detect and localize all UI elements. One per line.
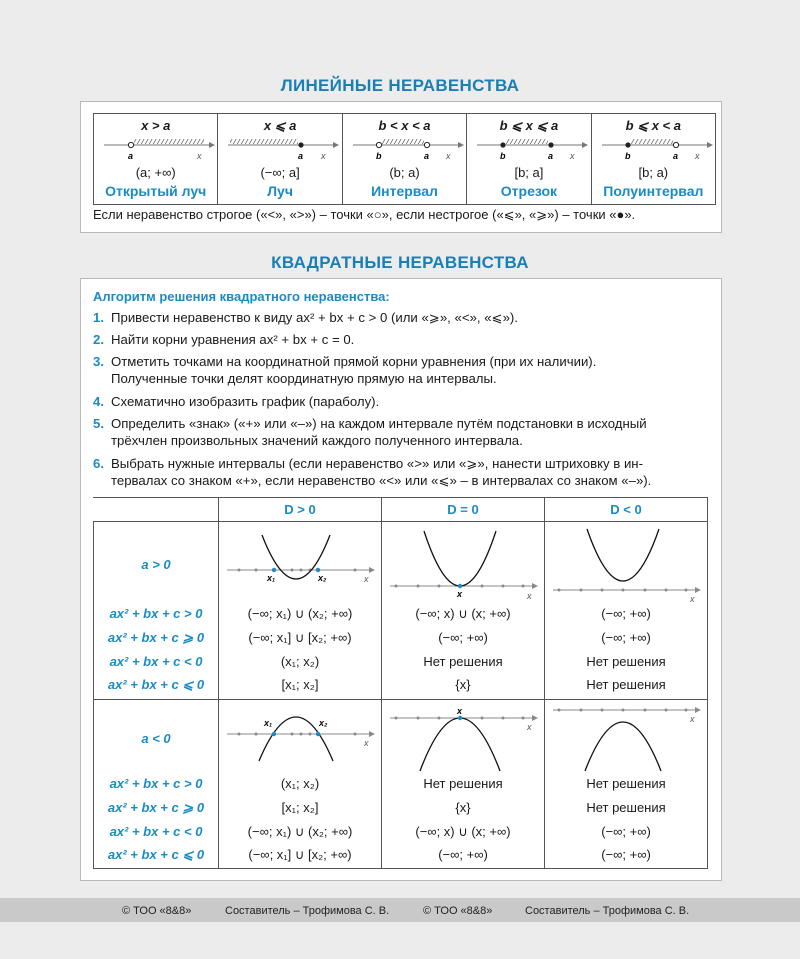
step-text: Отметить точками на координатной прямой корни уравнения (при их наличии). — [111, 354, 597, 369]
linear-interval: (b; a) — [389, 165, 420, 180]
linear-name: Открытый луч — [105, 183, 207, 199]
step-number: 5. — [93, 416, 104, 431]
row-label: ax² + bx + c < 0 — [109, 654, 203, 669]
header-d-negative: D < 0 — [610, 502, 642, 517]
row-value: {x} — [455, 677, 471, 692]
parabola-down-no-roots — [545, 703, 707, 775]
ray-diagram — [218, 134, 342, 164]
step-text: Найти корни уравнения ax² + bx + c = 0. — [111, 332, 355, 347]
row-value: Нет решения — [586, 776, 666, 791]
point-a-label: a — [548, 151, 554, 161]
root-x1-label: x₁ — [267, 573, 276, 583]
step-text: Привести неравенство к виду ax² + bx + c > 0 (или «⩾», «<», «⩽»). — [111, 310, 518, 325]
step-text-cont: тервалах со знаком «+», если неравенство «<» или «⩽» – в интервалах со знаком «–»). — [111, 473, 652, 488]
linear-name: Полуинтервал — [603, 183, 704, 199]
row-value: (−∞; x₁) ∪ (x₂; +∞) — [247, 824, 353, 839]
root-x-label: x — [457, 589, 463, 599]
row-value: (−∞; x₁] ∪ [x₂; +∞) — [248, 847, 352, 862]
parabola-down-one-root — [382, 703, 544, 775]
step-text-cont: трёхчлен произвольных значений каждого полученного интервала. — [111, 433, 523, 448]
header-d-zero: D = 0 — [447, 502, 479, 517]
root-x-label: x — [457, 706, 463, 716]
row-label: ax² + bx + c < 0 — [109, 824, 203, 839]
point-a-label: a — [298, 151, 304, 161]
row-label: ax² + bx + c > 0 — [109, 606, 203, 621]
half-interval-diagram — [592, 134, 716, 164]
row-value: (−∞; x₁) ∪ (x₂; +∞) — [247, 606, 353, 621]
linear-interval: [b; a] — [514, 165, 544, 180]
row-label: ax² + bx + c ⩾ 0 — [107, 630, 205, 645]
point-a-label: a — [672, 151, 678, 161]
row-label: ax² + bx + c ⩽ 0 — [107, 847, 205, 862]
row-label: ax² + bx + c > 0 — [109, 776, 203, 791]
step-text-cont: Полученные точки делят координатную прямую на интервалы. — [111, 371, 497, 386]
row-label: ax² + bx + c ⩾ 0 — [107, 800, 205, 815]
axis-x-label: x — [445, 151, 451, 161]
linear-ineq: b ⩽ x ⩽ a — [499, 118, 559, 133]
linear-interval: (−∞; a] — [260, 165, 300, 180]
axis-x-label: x — [690, 594, 695, 603]
sign-label-a-positive: a > 0 — [141, 557, 171, 572]
footer-copyright: © ТОО «8&8» — [423, 905, 493, 917]
linear-table — [93, 113, 716, 205]
row-value: [x₁; x₂] — [281, 677, 319, 692]
row-value: (−∞; x) ∪ (x; +∞) — [415, 606, 511, 621]
linear-section-title: ЛИНЕЙНЫЕ НЕРАВЕНСТВА — [280, 76, 520, 95]
axis-x-label: x — [364, 738, 369, 748]
row-value: Нет решения — [586, 800, 666, 815]
axis-x-label: x — [690, 714, 695, 724]
step-text: Схематично изобразить график (параболу). — [111, 394, 380, 409]
row-value: Нет решения — [423, 776, 503, 791]
point-b-label: b — [500, 151, 506, 161]
linear-cell-half-interval — [592, 114, 715, 204]
linear-name: Луч — [267, 183, 293, 199]
step-number: 3. — [93, 354, 104, 369]
algorithm-step — [93, 353, 596, 387]
algorithm-step — [93, 415, 647, 449]
quadratic-section-title: КВАДРАТНЫЕ НЕРАВЕНСТВА — [271, 253, 529, 272]
row-label: ax² + bx + c ⩽ 0 — [107, 677, 205, 692]
footer-author: Составитель – Трофимова С. В. — [525, 905, 690, 917]
parabola-down-two-roots — [219, 703, 381, 768]
segment-diagram — [467, 134, 591, 164]
footer-author: Составитель – Трофимова С. В. — [225, 905, 390, 917]
axis-x-label: x — [694, 151, 700, 161]
root-x2-label: x₂ — [319, 718, 328, 728]
row-value: Нет решения — [423, 654, 503, 669]
footer-copyright: © ТОО «8&8» — [122, 905, 192, 917]
header-d-positive: D > 0 — [284, 502, 316, 517]
axis-x-label: x — [527, 722, 532, 732]
linear-name: Отрезок — [500, 183, 558, 199]
parabola-up-no-roots — [545, 523, 707, 603]
row-value: (−∞; x₁] ∪ [x₂; +∞) — [248, 630, 352, 645]
linear-interval: [b; a) — [638, 165, 669, 180]
step-number: 1. — [93, 310, 104, 325]
row-value: (−∞; x) ∪ (x; +∞) — [415, 824, 511, 839]
point-b-label: b — [624, 151, 631, 161]
axis-x-label: x — [570, 151, 575, 161]
row-value: (−∞; +∞) — [438, 630, 488, 645]
axis-x-label: x — [321, 151, 326, 161]
linear-cell-segment — [467, 114, 591, 204]
row-value: (−∞; +∞) — [601, 847, 651, 862]
linear-ineq: b ⩽ x < a — [625, 118, 681, 133]
step-number: 2. — [93, 332, 104, 347]
row-value: (−∞; +∞) — [601, 630, 651, 645]
parabola-up-two-roots — [219, 523, 381, 588]
root-x1-label: x₁ — [264, 718, 273, 728]
linear-cell-interval — [343, 114, 467, 204]
linear-cell-open-ray — [94, 114, 218, 204]
row-value: Нет решения — [586, 654, 666, 669]
row-value: Нет решения — [586, 677, 666, 692]
linear-interval: (a; +∞) — [135, 165, 176, 180]
row-value: (−∞; +∞) — [601, 824, 651, 839]
row-value: (−∞; +∞) — [438, 847, 488, 862]
point-a-label: a — [128, 151, 134, 161]
linear-ineq: x > a — [141, 118, 171, 133]
row-value: (x₁; x₂) — [280, 654, 320, 669]
row-value: (x₁; x₂) — [280, 776, 320, 791]
interval-diagram — [343, 134, 467, 164]
linear-ineq: x ⩽ a — [263, 118, 297, 133]
sign-label-a-negative: a < 0 — [141, 731, 171, 746]
linear-note: Если неравенство строгое («<», «>») – точки «○», если нестрогое («⩽», «⩾») – точки «●». — [93, 207, 636, 222]
point-a-label: a — [423, 151, 429, 161]
step-text: Определить «знак» («+» или «–») на каждом интервале путём подстановки в исходный — [111, 416, 647, 431]
algorithm-step — [93, 393, 379, 410]
step-text: Выбрать нужные интервалы (если неравенство «>» или «⩾», нанести штриховку в ин- — [111, 456, 643, 471]
linear-name: Интервал — [371, 183, 438, 199]
linear-ineq: b < x < a — [378, 118, 431, 133]
root-x2-label: x₂ — [318, 573, 327, 583]
row-value: (−∞; +∞) — [601, 606, 651, 621]
algorithm-step — [93, 331, 354, 348]
algorithm-step — [93, 309, 518, 326]
axis-x-label: x — [527, 591, 532, 601]
axis-x-label: x — [197, 151, 202, 161]
linear-cell-ray — [218, 114, 342, 204]
step-number: 6. — [93, 456, 104, 471]
open-ray-diagram — [94, 134, 218, 164]
row-value: [x₁; x₂] — [281, 800, 319, 815]
algorithm-step — [93, 455, 651, 489]
point-b-label: b — [375, 151, 382, 161]
step-number: 4. — [93, 394, 104, 409]
algorithm-title: Алгоритм решения квадратного неравенства: — [93, 289, 390, 304]
row-value: {x} — [455, 800, 471, 815]
axis-x-label: x — [364, 574, 369, 584]
parabola-up-one-root — [382, 523, 544, 601]
